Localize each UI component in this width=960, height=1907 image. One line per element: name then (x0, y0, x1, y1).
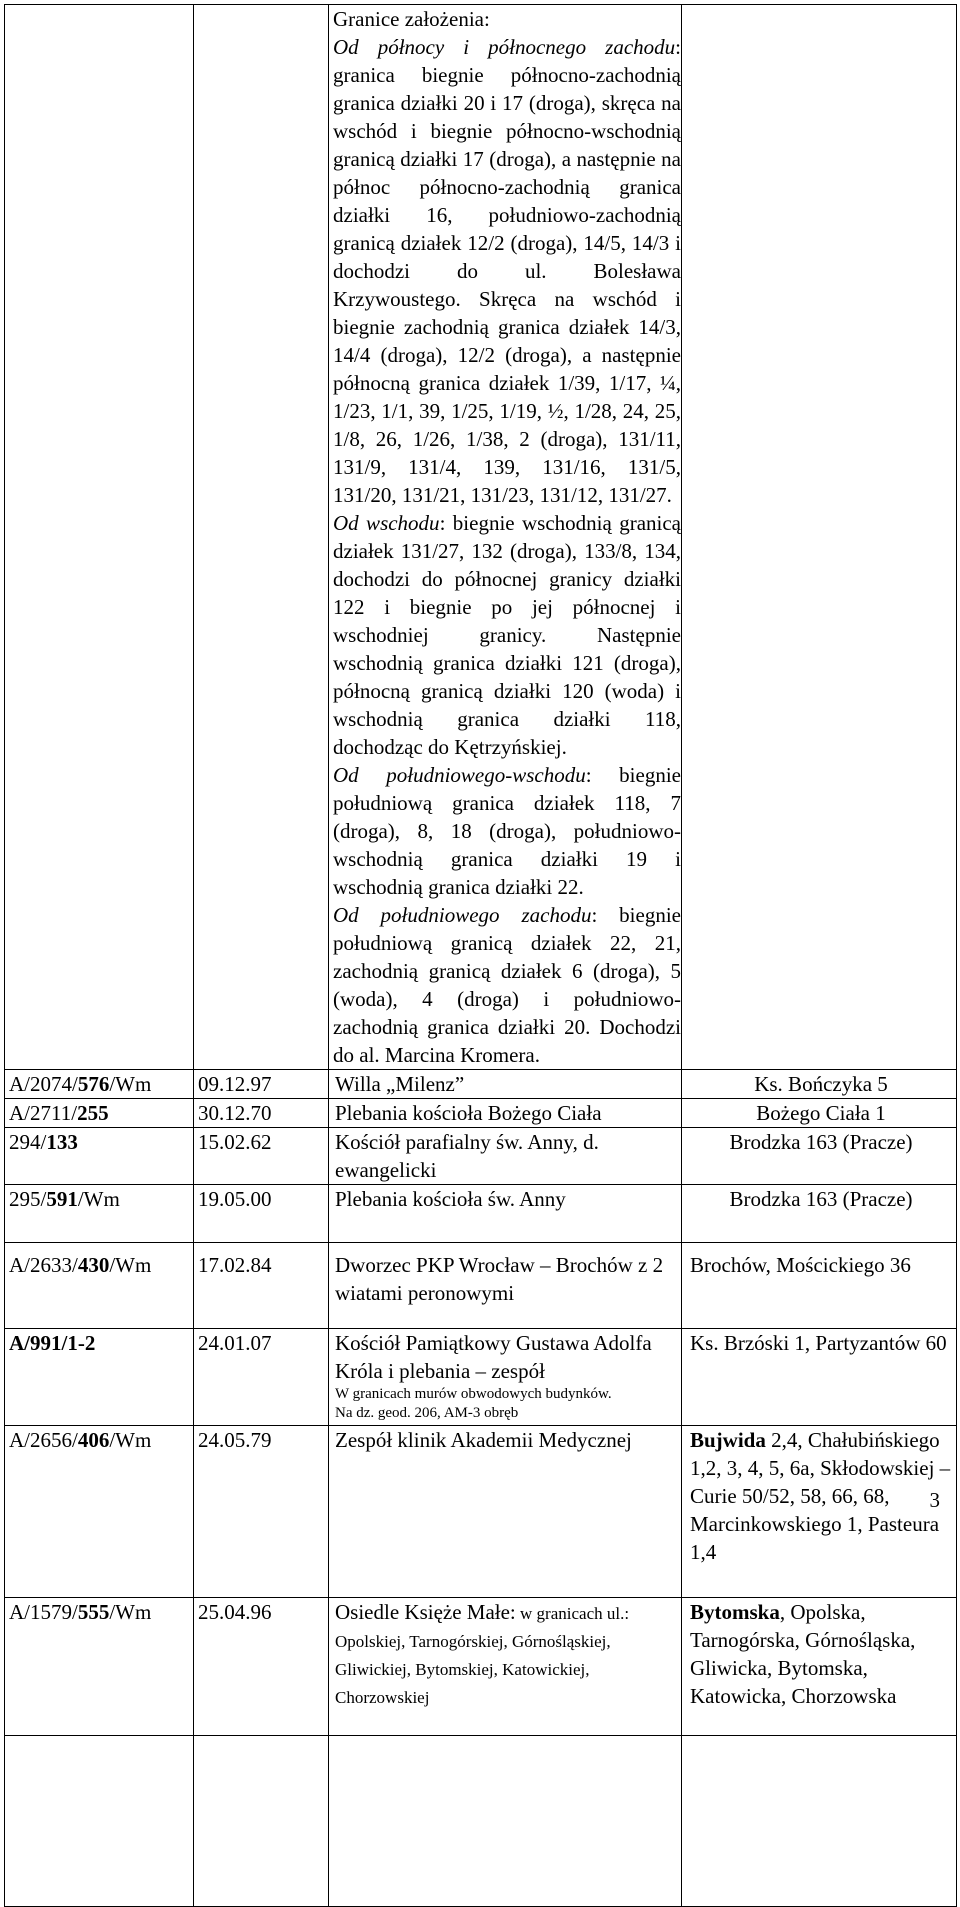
table-row (5, 1426, 957, 1598)
object-address: Ks. Brzóski 1, Partyzantów 60 (682, 1329, 957, 1426)
register-number: 294/133 (5, 1128, 194, 1185)
empty-cell (194, 1736, 329, 1907)
table-row (5, 1185, 957, 1243)
object-name (329, 1329, 682, 1426)
table-row-empty (5, 1736, 957, 1907)
entry-date: 17.02.84 (194, 1243, 329, 1329)
object-address: Bożego Ciała 1 (682, 1099, 957, 1128)
table-row (5, 1329, 957, 1426)
entry-date: 24.01.07 (194, 1329, 329, 1426)
boundary-east: Od wschodu: biegnie wschodnią granicą działek 131/27, 132 (droga), 133/8, 134, dochodzi do północnej granicy działki 122 i biegnie po jej północnej i wschodniej granicy. Następnie wschodnią granica działki 121 (droga), północną granicą działki 120 (woda) i wschodnią granica działki 118, dochodząc do Kętrzyńskiej. (333, 511, 681, 759)
object-address: Brodzka 163 (Pracze) (682, 1185, 957, 1243)
object-note: Na dz. geod. 206, AM-3 obręb (335, 1405, 519, 1421)
empty-cell (5, 1736, 194, 1907)
object-name: Zespół klinik Akademii Medycznej (329, 1426, 682, 1598)
object-address: Bytomska, Opolska, Tarnogórska, Górnośląska, Gliwicka, Bytomska, Katowicka, Chorzowska (682, 1598, 957, 1736)
register-number: 295/591/Wm (5, 1185, 194, 1243)
empty-cell (329, 1736, 682, 1907)
register-number: A/2633/430/Wm (5, 1243, 194, 1329)
object-name: Plebania kościoła Bożego Ciała (329, 1099, 682, 1128)
object-name: Plebania kościoła św. Anny (329, 1185, 682, 1243)
register-number: A/2711/255 (5, 1099, 194, 1128)
register-number: A/1579/555/Wm (5, 1598, 194, 1736)
register-number: A/2074/576/Wm (5, 1070, 194, 1099)
boundary-description (329, 5, 682, 1070)
table-row (5, 1598, 957, 1736)
table-row (5, 1070, 957, 1099)
object-note: W granicach murów obwodowych budynków. (335, 1386, 612, 1402)
object-name: Osiedle Księże Małe: w granicach ul.: Opolskiej, Tarnogórskiej, Górnośląskiej, Gliwickiej, Bytomskiej, Katowickiej, Chorzowskiej (329, 1598, 682, 1736)
object-name: Willa „Milenz” (329, 1070, 682, 1099)
boundary-row (5, 5, 957, 1070)
object-name: Kościół parafialny św. Anny, d. ewangelicki (329, 1128, 682, 1185)
entry-date: 19.05.00 (194, 1185, 329, 1243)
object-address: Brochów, Mościckiego 36 (682, 1243, 957, 1329)
entry-date: 24.05.79 (194, 1426, 329, 1598)
empty-cell (194, 5, 329, 1070)
entry-date: 25.04.96 (194, 1598, 329, 1736)
object-address: Brodzka 163 (Pracze) (682, 1128, 957, 1185)
register-number: A/2656/406/Wm (5, 1426, 194, 1598)
object-address: Bujwida 2,4, Chałubińskiego 1,2, 3, 4, 5, 6a, Skłodowskiej – Curie 50/52, 58, 66, 68, Marcinkowskiego 1, Pasteura 1,4 (682, 1426, 957, 1598)
boundary-southwest: Od południowego zachodu: biegnie południową granicą działek 22, 21, zachodnią granicą działek 6 (droga), 5 (woda), 4 (droga) i południowo-zachodnią granica działki 20. Dochodzi do al. Marcina Kromera. (333, 903, 681, 1067)
empty-cell (5, 5, 194, 1070)
empty-cell (682, 5, 957, 1070)
page-number: 3 (929, 1488, 940, 1512)
boundary-north: Od północy i północnego zachodu: granica biegnie północno-zachodnią granica działki 20 i 17 (droga), skręca na wschód i biegnie północno-wschodnią granicą działki 17 (droga), a następnie na północ północno-zachodnią granica działki 16, południowo-zachodnią granicą działek 12/2 (droga), 14/5, 14/3 i dochodzi do ul. Bolesława Krzywoustego. Skręca na wschód i biegnie zachodnią granica działek 14/3, 14/4 (droga), 12/2 (droga), a następnie północną granica działek 1/39, 1/17, ¼, 1/23, 1/1, 39, 1/25, 1/19, ½, 1/28, 24, 25, 1/8, 26, 1/26, 1/38, 2 (droga), 131/11, 131/9, 131/4, 139, 131/16, 131/5, 131/20, 131/21, 131/23, 131/12, 131/27. (333, 35, 681, 507)
boundary-heading: Granice założenia: (333, 7, 490, 31)
boundary-southeast: Od południowego-wschodu: biegnie południową granica działek 118, 7 (droga), 8, 18 (droga), południowo-wschodnią granica działki 19 i wschodnią granica działki 22. (333, 763, 681, 899)
register-table (4, 4, 957, 1907)
table-row (5, 1243, 957, 1329)
entry-date: 15.02.62 (194, 1128, 329, 1185)
table-row (5, 1099, 957, 1128)
entry-date: 09.12.97 (194, 1070, 329, 1099)
entry-date: 30.12.70 (194, 1099, 329, 1128)
table-row (5, 1128, 957, 1185)
object-name-text: Kościół Pamiątkowy Gustawa Adolfa Króla i plebania – zespół (335, 1331, 652, 1383)
object-name: Dworzec PKP Wrocław – Brochów z 2 wiatami peronowymi (329, 1243, 682, 1329)
object-address: Ks. Bończyka 5 (682, 1070, 957, 1099)
empty-cell (682, 1736, 957, 1907)
register-number: A/991/1-2 (5, 1329, 194, 1426)
